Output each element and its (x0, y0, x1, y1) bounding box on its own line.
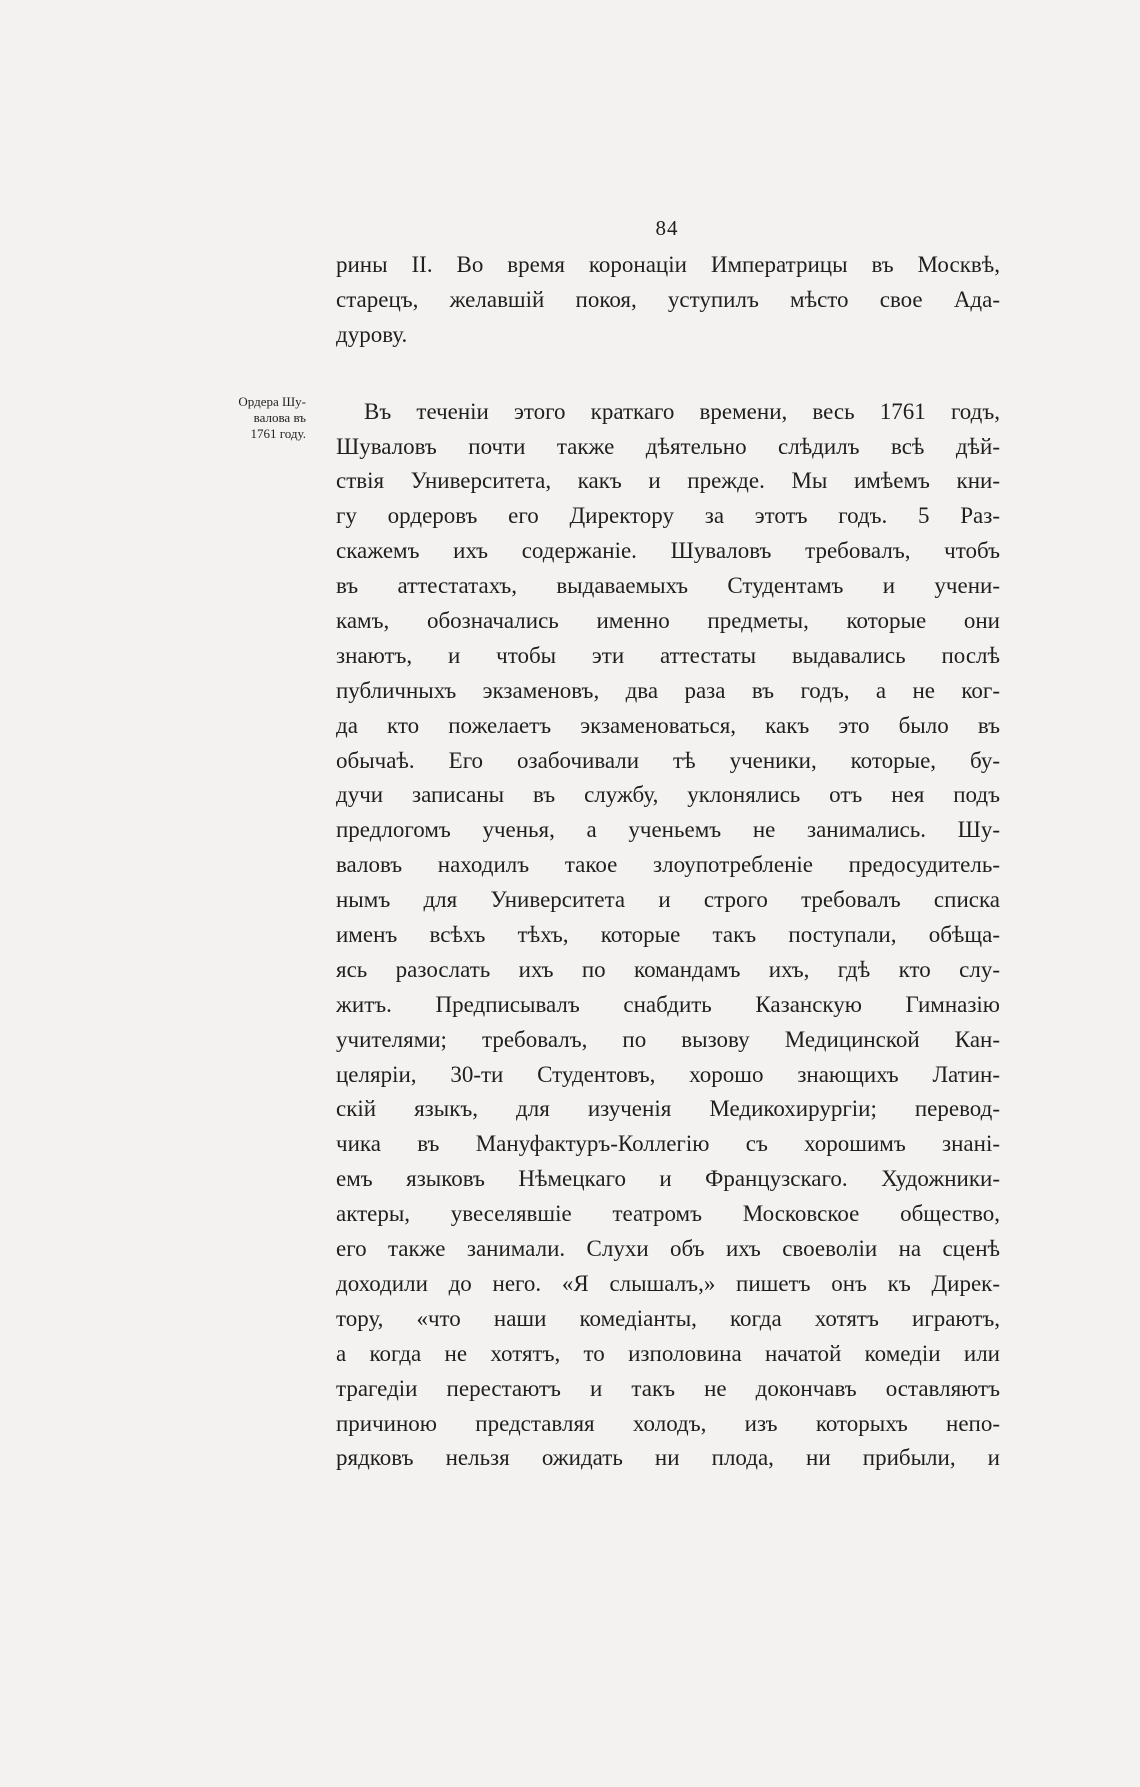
text-line: тору, «что наши комедіанты, когда хотятъ играютъ, (336, 1305, 1000, 1331)
text-line: Шуваловъ почти также дѣятельно слѣдилъ всѣ дѣй- (336, 433, 1000, 459)
text-line: публичныхъ экзаменовъ, два раза въ годъ, а не ког- (336, 677, 1000, 703)
paragraph-2 (336, 395, 1000, 1477)
text-line: учителями; требовалъ, по вызову Медицинской Кан- (336, 1026, 1000, 1052)
text-line: старецъ, желавшій покоя, уступилъ мѣсто свое Ада- (336, 286, 1000, 312)
text-line: чика въ Мануфактуръ-Коллегію съ хорошимъ знані- (336, 1131, 1000, 1157)
text-line: именъ всѣхъ тѣхъ, которые такъ поступали, обѣща- (336, 922, 1000, 948)
text-line: камъ, обозначались именно предметы, которые они (336, 608, 1000, 634)
text-line: знаютъ, и чтобы эти аттестаты выдавались послѣ (336, 642, 1000, 668)
text-line: гу ордеровъ его Директору за этотъ годъ. 5 Раз- (336, 503, 1000, 529)
marginal-note-line: Ордера Шу- (238, 394, 306, 409)
text-line: предлогомъ ученья, а ученьемъ не занимались. Шу- (336, 817, 1000, 843)
text-line: въ аттестатахъ, выдаваемыхъ Студентамъ и учени- (336, 573, 1000, 599)
text-line: дучи записаны въ службу, уклонялись отъ нея подъ (336, 782, 1000, 808)
text-line: житъ. Предписывалъ снабдить Казанскую Гимназію (336, 991, 1000, 1017)
text-line: обычаѣ. Его озабочивали тѣ ученики, которые, бу- (336, 747, 1000, 773)
text-line: рядковъ нельзя ожидать ни плода, ни прибыли, и (336, 1445, 1000, 1471)
text-line: его также занимали. Слухи объ ихъ своеволіи на сценѣ (336, 1236, 1000, 1262)
text-line: скажемъ ихъ содержаніе. Шуваловъ требовалъ, чтобъ (336, 538, 1000, 564)
marginal-note-line: 1761 году. (250, 426, 306, 441)
text-line: ясь разослать ихъ по командамъ ихъ, гдѣ кто слу- (336, 956, 1000, 982)
text-line: целяріи, 30-ти Студентовъ, хорошо знающихъ Латин- (336, 1061, 1000, 1087)
text-line: а когда не хотятъ, то изполовина начатой комедіи или (336, 1340, 1000, 1366)
text-line: да кто пожелаетъ экзаменоваться, какъ это было въ (336, 712, 1000, 738)
body-text (336, 248, 1000, 1476)
text-line: трагедіи перестаютъ и такъ не докончавъ оставляютъ (336, 1375, 1000, 1401)
text-line: причиною представляя холодъ, изъ которыхъ непо- (336, 1410, 1000, 1436)
marginal-note (196, 394, 306, 442)
text-line: нымъ для Университета и строго требовалъ списка (336, 887, 1000, 913)
text-line: рины II. Во время коронаціи Императрицы въ Москвѣ, (336, 252, 1000, 277)
text-line: скій языкъ, для изученія Медикохирургіи; перевод- (336, 1096, 1000, 1122)
marginal-note-line: валова въ (253, 410, 306, 425)
text-line: Въ теченіи этого краткаго времени, весь 1761 годъ, (364, 398, 1000, 424)
text-line: ствія Университета, какъ и прежде. Мы имѣемъ кни- (336, 468, 1000, 494)
text-line: дурову. (336, 321, 408, 347)
text-line: актеры, увеселявшіе театромъ Московское общество, (336, 1201, 1000, 1227)
text-line: доходили до него. «Я слышалъ,» пишетъ онъ къ Дирек- (336, 1270, 1000, 1296)
page-number: 84 (655, 216, 679, 240)
text-line: емъ языковъ Нѣмецкаго и Французскаго. Художники- (336, 1166, 1000, 1192)
paragraph-1 (336, 248, 1000, 353)
text-line: валовъ находилъ такое злоупотребленіе предосудитель- (336, 852, 1000, 878)
